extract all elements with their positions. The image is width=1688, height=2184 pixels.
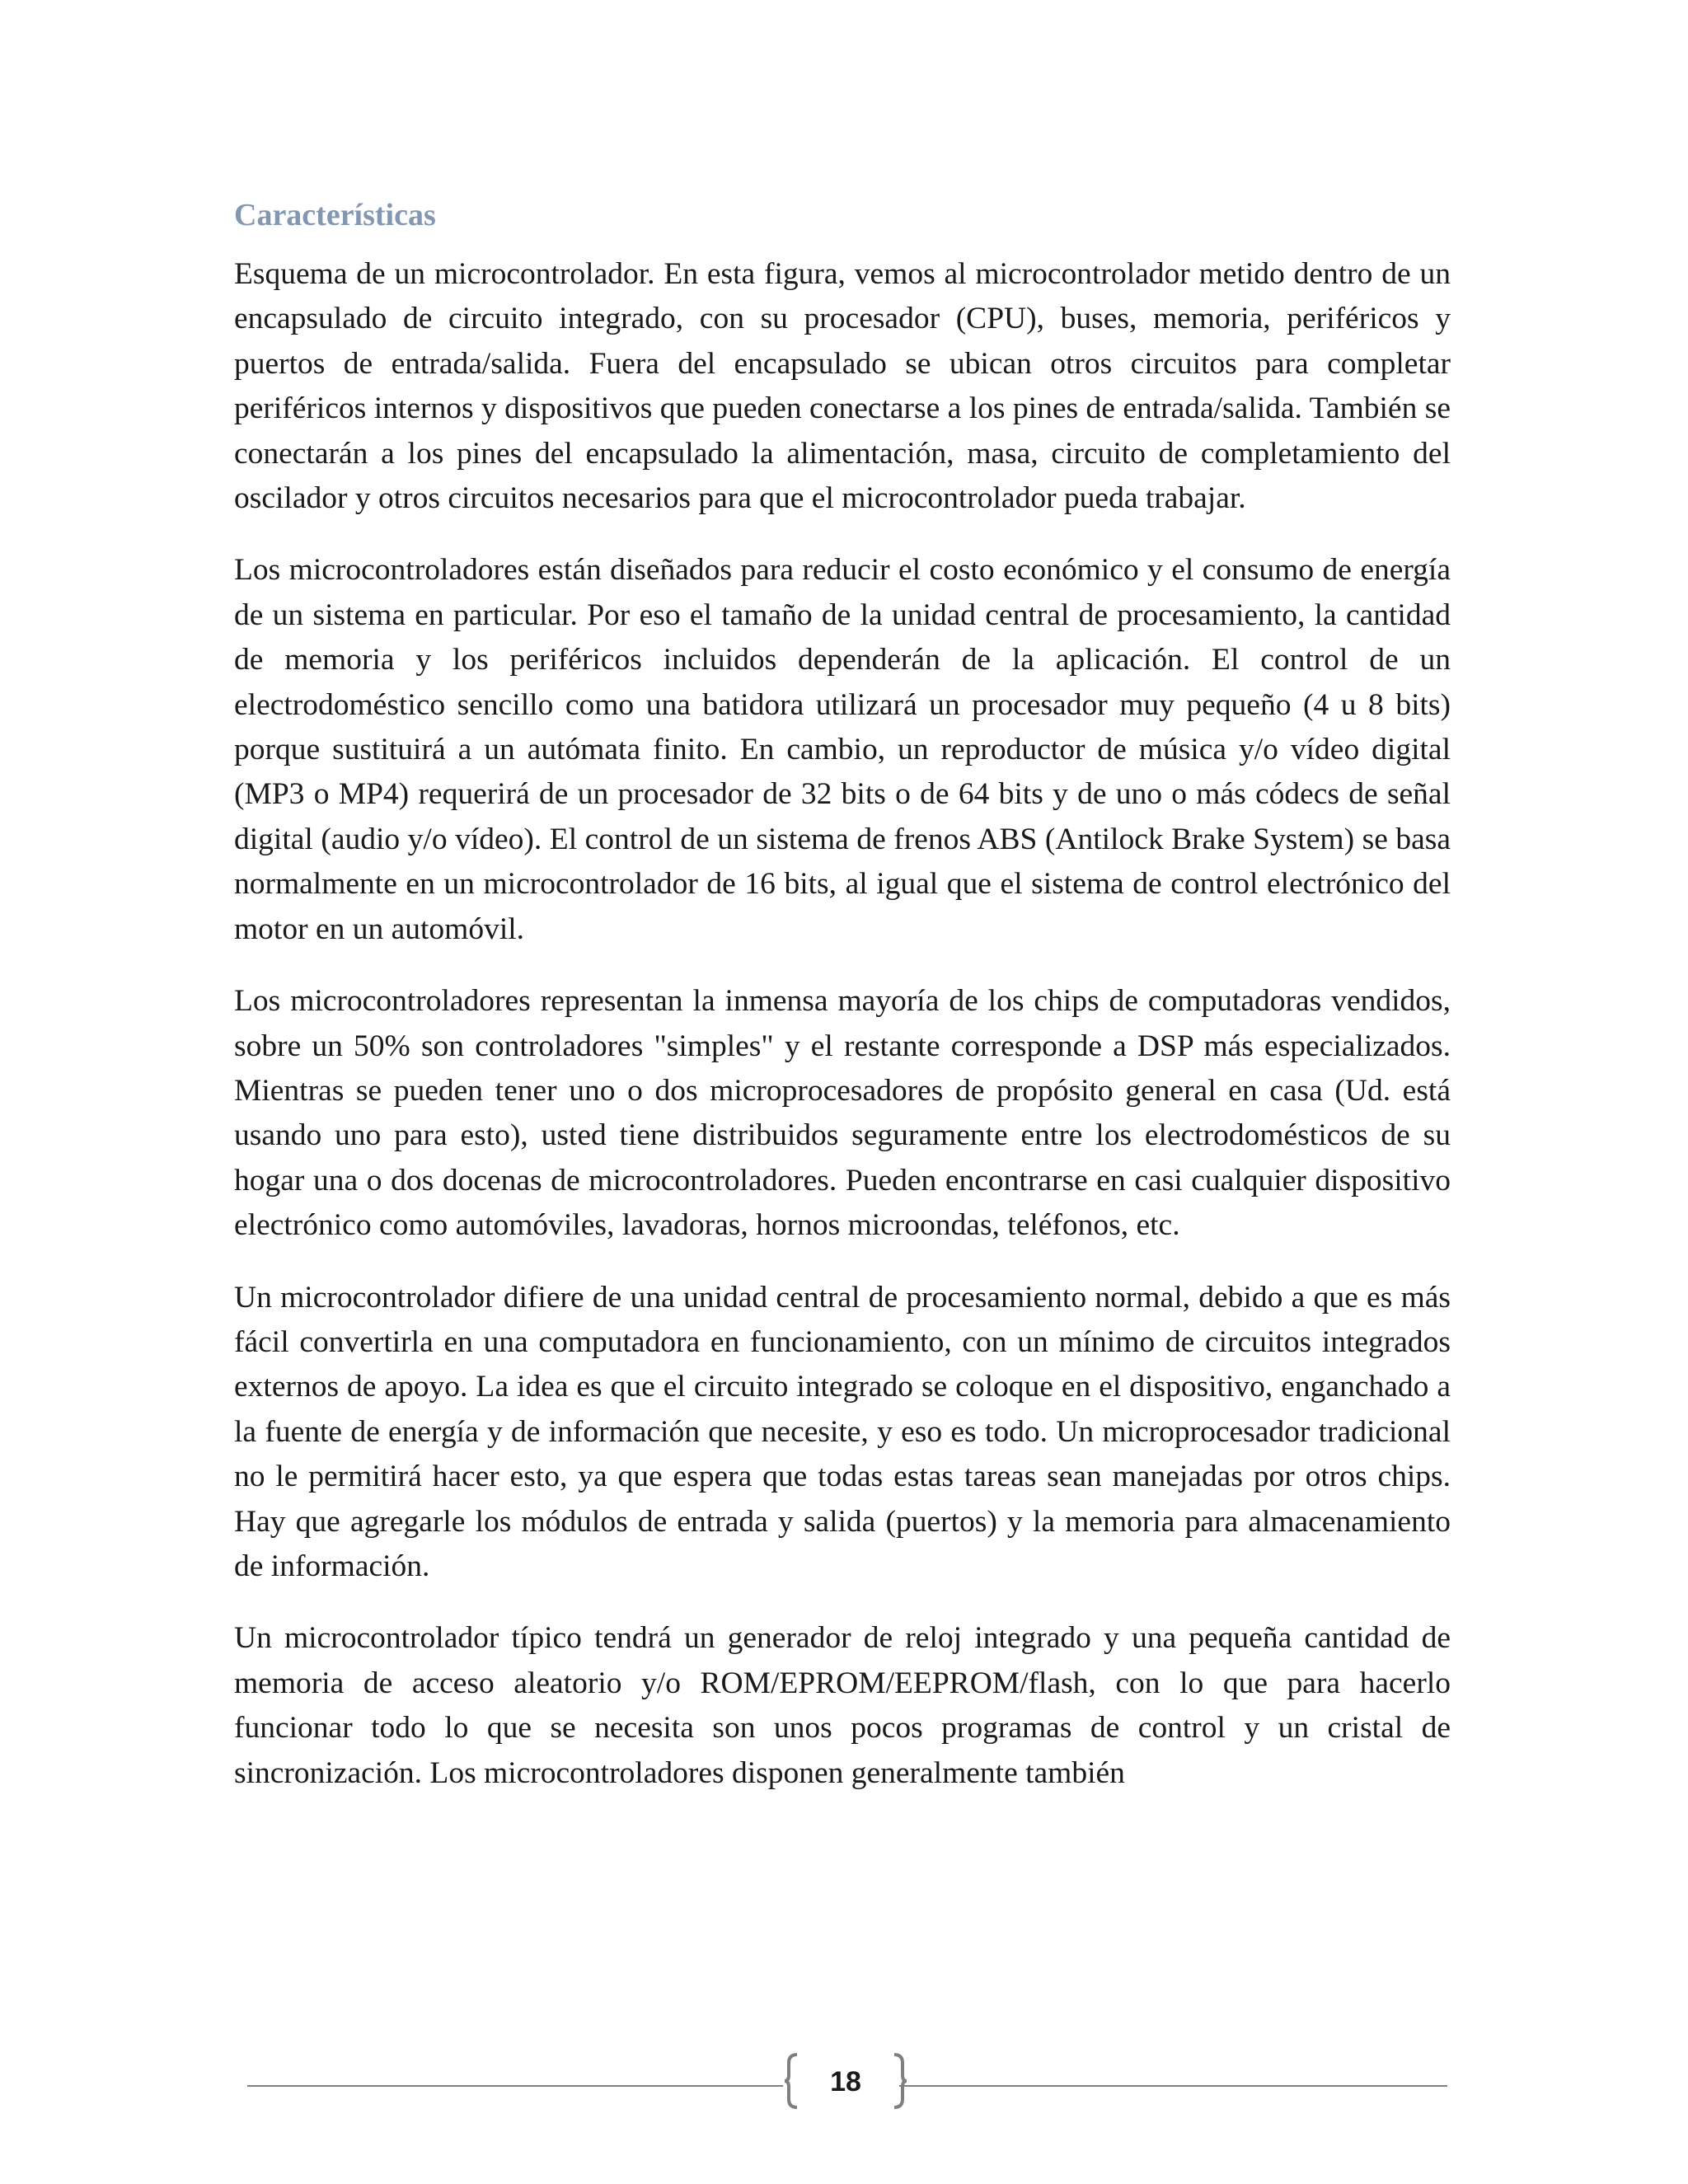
paragraph-4: Un microcontrolador difiere de una unidad central de procesamiento normal, debido a que es más fácil convertirla en una computadora en funcionamiento, con un mínimo de circuitos integrados externos de apoyo. La idea es que el circuito integrado se coloque en el dispositivo, enganchado a la fuente de energía y de información que necesite, y eso es todo. Un microprocesador tradicional no le permitirá hacer esto, ya que espera que todas estas tareas sean manejadas por otros chips. Hay que agregarle los módulos de entrada y salida (puertos) y la memoria para almacenamiento de información. [234,1280,1451,1583]
section-heading: Características [234,198,436,232]
paragraph-2: Los microcontroladores están diseñados para reducir el costo económico y el consumo de energía de un sistema en particular. Por eso el tamaño de la unidad central de procesamiento, la cantidad de memoria y los periféricos incluidos dependerán de la aplicación. El control de un electrodoméstico sencillo como una batidora utilizará un procesador muy pequeño (4 u 8 bits) porque sustituirá a un autómata finito. En cambio, un reproductor de música y/o vídeo digital (MP3 o MP4) requerirá de un procesador de 32 bits o de 64 bits y de uno o más códecs de señal digital (audio y/o vídeo). El control de un sistema de frenos ABS (Antilock Brake System) se basa normalmente en un microcontrolador de 16 bits, al igual que el sistema de control electrónico del motor en un automóvil. [234,553,1451,946]
page-footer [247,2052,1447,2118]
page-content [234,188,1451,1823]
footer-rule-left [247,2085,783,2087]
page-number: 18 [830,2066,861,2097]
right-brace-icon [892,2052,908,2110]
paragraph-3: Los microcontroladores representan la inmensa mayoría de los chips de computadoras vendidos, sobre un 50% son controladores "simples" y el restante corresponde a DSP más especializados. Mientras se pueden tener uno o dos microprocesadores de propósito general en casa (Ud. está usando uno para esto), usted tiene distribuidos seguramente entre los electrodomésticos de su hogar una o dos docenas de microcontroladores. Pueden encontrarse en casi cualquier dispositivo electrónico como automóviles, lavadoras, hornos microondas, teléfonos, etc. [234,984,1451,1243]
paragraph-1: Esquema de un microcontrolador. En esta figura, vemos al microcontrolador metido dentro de un encapsulado de circuito integrado, con su procesador (CPU), buses, memoria, periféricos y puertos de entrada/salida. Fuera del encapsulado se ubican otros circuitos para completar periféricos internos y dispositivos que pueden conectarse a los pines de entrada/salida. También se conectarán a los pines del encapsulado la alimentación, masa, circuito de completamiento del oscilador y otros circuitos necesarios para que el microcontrolador pueda trabajar. [234,257,1451,516]
left-brace-icon [783,2052,799,2110]
footer-rule-right [899,2085,1447,2087]
paragraph-5: Un microcontrolador típico tendrá un generador de reloj integrado y una pequeña cantidad de memoria de acceso aleatorio y/o ROM/EPROM/EEPROM/flash, con lo que para hacerlo funcionar todo lo que se necesita son unos pocos programas de control y un cristal de sincronización. Los microcontroladores disponen generalmente también [234,1621,1451,1790]
